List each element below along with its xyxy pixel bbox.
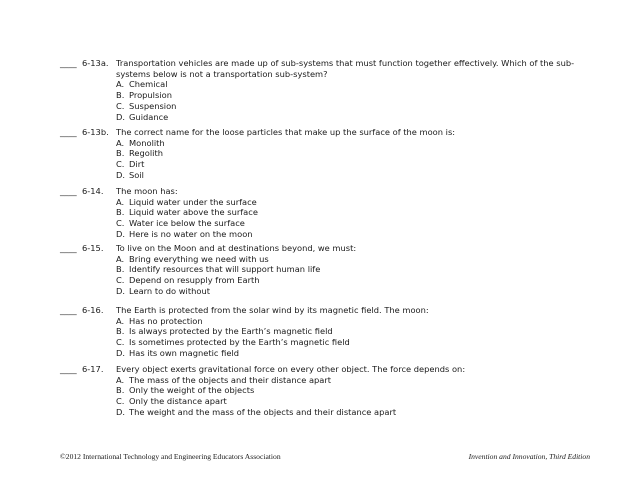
question-number: 6-13a. [82, 58, 109, 68]
option-text: Only the distance apart [129, 396, 227, 407]
option-c [116, 159, 590, 170]
option-text: Only the weight of the objects [129, 385, 255, 396]
option-c [116, 275, 590, 286]
option-text: Depend on resupply from Earth [129, 275, 260, 286]
option-d [116, 112, 590, 123]
answer-blank: ____ [60, 243, 77, 253]
question-text: Every object exerts gravitational force on every other object. The force depends on: [116, 364, 466, 374]
option-letter: A. [116, 315, 125, 326]
option-letter: C. [116, 396, 125, 407]
option-a [116, 254, 590, 265]
option-d [116, 348, 590, 359]
option-letter: D. [116, 228, 126, 239]
option-letter: A. [116, 137, 125, 148]
option-d [116, 170, 590, 181]
option-text: The weight and the mass of the objects and their distance apart [129, 406, 397, 417]
option-d [116, 229, 590, 240]
option-text: Soil [129, 169, 144, 180]
option-a [116, 197, 590, 208]
option-c [116, 396, 590, 407]
question-text: The Earth is protected from the solar wind by its magnetic field. The moon: [116, 305, 429, 315]
option-letter: B. [116, 264, 125, 275]
option-text: Has its own magnetic field [129, 347, 240, 358]
option-letter: A. [116, 253, 125, 264]
option-d [116, 407, 590, 418]
option-text: Suspension [129, 100, 177, 111]
question-text: The correct name for the loose particles that make up the surface of the moon is: [116, 127, 456, 137]
option-b [116, 385, 590, 396]
option-letter: B. [116, 207, 125, 218]
option-letter: B. [116, 326, 125, 337]
question-6-13a [60, 58, 590, 122]
option-letter: D. [116, 347, 126, 358]
footer-book-title: Invention and Innovation, Third Edition [468, 452, 590, 461]
option-letter: B. [116, 90, 125, 101]
option-text: Regolith [129, 148, 163, 159]
option-b [116, 207, 590, 218]
option-text: Is sometimes protected by the Earth’s magnetic field [129, 337, 350, 348]
question-6-13b [60, 127, 590, 181]
option-a [116, 316, 590, 327]
option-text: Liquid water above the surface [129, 207, 258, 218]
option-letter: D. [116, 406, 126, 417]
question-number: 6-15. [82, 243, 104, 253]
question-text: Transportation vehicles are made up of sub-systems that must function together effectively. Which of the sub-systems below is not a transportation sub-system? [116, 58, 575, 79]
option-text: Here is no water on the moon [129, 228, 253, 239]
option-text: Has no protection [129, 315, 203, 326]
option-b [116, 264, 590, 275]
option-letter: A. [116, 374, 125, 385]
answer-blank: ____ [60, 127, 77, 137]
option-letter: C. [116, 100, 125, 111]
question-number: 6-13b. [82, 127, 109, 137]
option-text: Liquid water under the surface [129, 196, 257, 207]
footer-copyright: ©2012 International Technology and Engineering Educators Association [60, 452, 281, 461]
option-letter: A. [116, 79, 125, 90]
option-text: Guidance [129, 111, 169, 122]
option-b [116, 326, 590, 337]
option-text: Chemical [129, 79, 168, 90]
option-letter: C. [116, 275, 125, 286]
option-b [116, 90, 590, 101]
question-6-16 [60, 305, 590, 359]
option-c [116, 101, 590, 112]
option-b [116, 148, 590, 159]
question-number: 6-16. [82, 305, 104, 315]
option-letter: D. [116, 169, 126, 180]
option-c [116, 337, 590, 348]
option-text: The mass of the objects and their distance apart [129, 374, 332, 385]
option-a [116, 79, 590, 90]
option-letter: B. [116, 385, 125, 396]
answer-blank: ____ [60, 364, 77, 374]
option-letter: B. [116, 148, 125, 159]
option-text: Bring everything we need with us [129, 253, 269, 264]
option-text: Learn to do without [129, 285, 210, 296]
question-text: The moon has: [116, 186, 178, 196]
option-text: Water ice below the surface [129, 218, 245, 229]
answer-blank: ____ [60, 305, 77, 315]
option-text: Monolith [129, 137, 165, 148]
question-6-14 [60, 186, 590, 240]
answer-blank: ____ [60, 186, 77, 196]
question-number: 6-14. [82, 186, 104, 196]
option-text: Is always protected by the Earth’s magnetic field [129, 326, 333, 337]
option-letter: C. [116, 159, 125, 170]
option-letter: D. [116, 285, 126, 296]
option-text: Dirt [129, 159, 145, 170]
question-6-15 [60, 243, 590, 297]
option-letter: D. [116, 111, 126, 122]
option-c [116, 218, 590, 229]
question-number: 6-17. [82, 364, 104, 374]
option-text: Propulsion [129, 90, 172, 101]
option-a [116, 375, 590, 386]
option-letter: C. [116, 337, 125, 348]
option-letter: A. [116, 196, 125, 207]
option-text: Identify resources that will support human life [129, 264, 321, 275]
answer-blank: ____ [60, 58, 77, 68]
question-text: To live on the Moon and at destinations beyond, we must: [116, 243, 357, 253]
question-6-17 [60, 364, 590, 418]
option-a [116, 138, 590, 149]
option-d [116, 286, 590, 297]
option-letter: C. [116, 218, 125, 229]
